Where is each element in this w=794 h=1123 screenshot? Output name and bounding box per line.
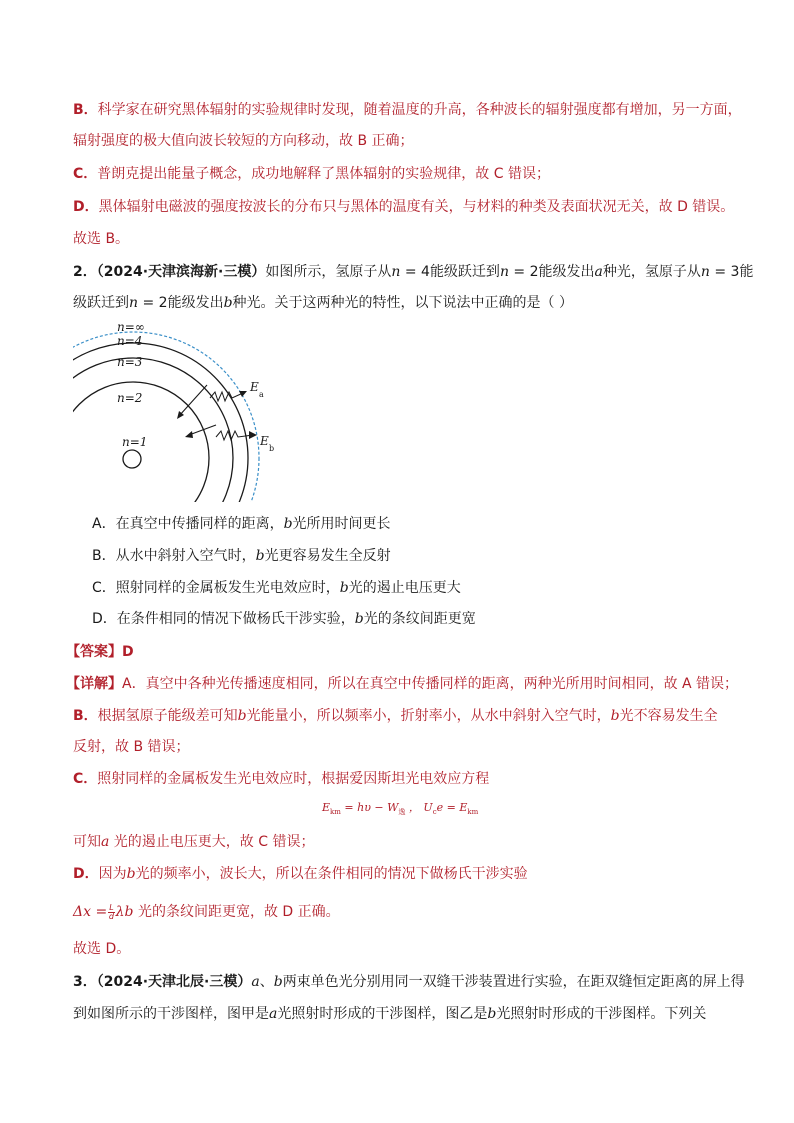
photoelectric-equation: $E_{km} = h\upsilon - W_逸$ ， $U_ce = E_{km}$ <box>322 801 479 817</box>
prev-answer-d: D．黑体辐射电磁波的强度按波长的分布只与黑体的温度有关，与材料的种类及表面状况无关，故 D 错误。 <box>73 199 735 215</box>
level-3-circle <box>73 358 233 502</box>
label-n1: n=1 <box>122 435 148 449</box>
transition-b-arrowhead <box>185 431 193 438</box>
label-n4: n=4 <box>117 334 143 348</box>
label-ea-sub: a <box>259 390 264 399</box>
question-2-line1: 2．（2024·天津滨海新·三模）如图所示，氢原子从n = 4能级跃迁到n = 2能级发出a种光，氢原子从n = 3能 <box>73 264 754 280</box>
level-4-circle <box>73 343 248 502</box>
option-b: B．从水中斜射入空气时，b光更容易发生全反射 <box>92 548 391 564</box>
label-n-infinity: n=∞ <box>117 320 145 334</box>
q2-conclusion: 故选 D。 <box>73 941 131 957</box>
prev-answer-b-line1: B．科学家在研究黑体辐射的实验规律时发现，随着温度的升高，各种波长的辐射强度都有增加，另一方面， <box>73 102 742 118</box>
explain-c-line2: 可知a 光的遏止电压更大，故 C 错误； <box>73 834 315 850</box>
explain-d-line2: Δx = $\frac{L}{d}$ λb 光的条纹间距更宽，故 D 正确。 <box>73 902 340 921</box>
label-eb: E <box>260 434 269 448</box>
label-eb-sub: b <box>269 444 275 453</box>
prev-conclusion: 故选 B。 <box>73 231 130 247</box>
energy-level-diagram <box>73 318 283 502</box>
option-a: A．在真空中传播同样的距离，b光所用时间更长 <box>92 516 391 532</box>
explain-d-line1: D．因为b光的频率小，波长大，所以在条件相同的情况下做杨氏干涉实验 <box>73 866 528 882</box>
question-3-line1: 3．（2024·天津北辰·三模）a、b两束单色光分别用同一双缝干涉装置进行实验，在距双缝恒定距离的屏上得 <box>73 974 745 990</box>
label-n3: n=3 <box>117 355 143 369</box>
answer-line: 【答案】D <box>66 644 134 660</box>
prev-answer-b-line2: 辐射强度的极大值向波长较短的方向移动，故 B 正确； <box>73 133 414 149</box>
photon-b-wave <box>216 431 253 440</box>
nucleus-circle <box>123 450 141 468</box>
option-d: D．在条件相同的情况下做杨氏干涉实验，b光的条纹间距更宽 <box>92 611 476 627</box>
explain-b-line1: B．根据氢原子能级差可知b光能量小，所以频率小，折射率小，从水中斜射入空气时，b光不容易发生全 <box>73 708 718 724</box>
question-2-line2: 级跃迁到n = 2能级发出b种光。关于这两种光的特性，以下说法中正确的是（ ） <box>73 295 573 311</box>
label-n2: n=2 <box>117 391 143 405</box>
explain-c-line1: C．照射同样的金属板发生光电效应时，根据爱因斯坦光电效应方程 <box>73 771 490 787</box>
question-3-line2: 到如图所示的干涉图样，图甲是a光照射时形成的干涉图样，图乙是b光照射时形成的干涉图样。下列关 <box>73 1006 707 1022</box>
explain-b-line2: 反射，故 B 错误； <box>73 739 190 755</box>
label-ea: E <box>250 380 259 394</box>
explain-a: 【详解】A．真空中各种光传播速度相同，所以在真空中传播同样的距离，两种光所用时间相同，故 A 错误； <box>66 676 739 692</box>
prev-answer-c: C．普朗克提出能量子概念，成功地解释了黑体辐射的实验规律，故 C 错误； <box>73 166 550 182</box>
option-c: C．照射同样的金属板发生光电效应时，b光的遏止电压更大 <box>92 580 461 596</box>
fraction-l-over-d: $\frac{L}{d}$ <box>108 902 114 921</box>
